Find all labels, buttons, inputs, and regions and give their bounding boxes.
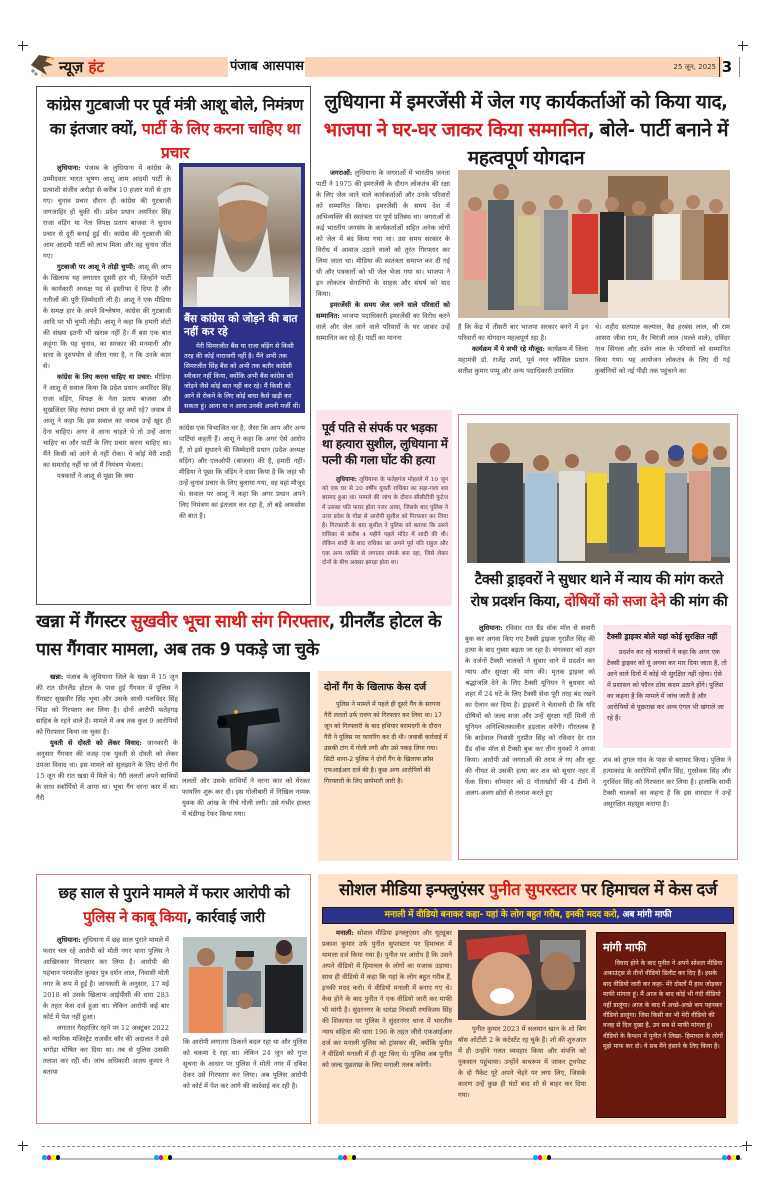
- arrest-photo: [183, 937, 307, 1033]
- sidebar-box: [318, 671, 452, 861]
- story-column: लुधियाना: पंजाब के लुधियाना में कांग्रेस के उम्मीदवार भारत भूषण आशू आम आदमी पार्टी के प्रत्याशी संजीव अरोड़ा से करीब 10 हजार मतों से हार गए। चुनाव प्रचार दौरान ही कांग्रेस की गुटबाजी जगजाहिर हो चुकी थी। प्रदेश प्रधान अमरिंदर सिंह राजा वड़िंग या नेता विपक्ष प्रताप बाजवा ने चुनाव प्रचार से दूरी बनाई हुई थी। कांग्रेस की गुटबाजी की आम आदमी पार्टी को लाभ मिला और वह चुनाव जीत गए। गुटबाजी पर आशू ने तोड़ी चुप्पी: आशू की आप के खिलाफ यह लगातार दूसरी हार थी, जिन्होंने पार्टी के कार्यकारी अध्यक्ष पद से इस्तीफा दे दिया है और नतीजों की पूरी जिम्मेदारी ली है। आशू ने एक मीडिया के समक्ष हार के अपने विश्लेषण, कांग्रेस की गुटबाजी आदि पर भी चुप्पी तोड़ी। आशू ने कहा कि हमारी वोटों की संख्या इतनी भी खराब नहीं है। मैं बस एक बात कहूंगा कि यह चुनाव, का सरकार की मनमानी और सत्ता के दुरुपयोग से जीता गया है, न कि उनके काम से। कांग्रेस के लिए करना चाहिए था प्रचार: मीडिया ने आशू से सवाल किया कि प्रदेश प्रधान अमरिंदर सिंह राजा वड़िंग, विपक्ष के नेता प्रताप बाजवा और सुखजिंदर सिंह रंधावा प्रचार से दूर क्यों रहे? जवाब में आशू ने कहा कि इस सवाल का जवाब उन्हें खुद ही देना चाहिए। अगर वे आना चाहते थे तो उन्हें आना चाहिए था और पार्टी के लिए प्रचार करना चाहिए था। मैंने किसी को आने से नहीं रोका। ये कोई मेरी शादी का समारोह नहीं था जो मैं निमंत्रण भेजता। पत्रकारों ने आशू से पूछा कि क्या: [43, 164, 172, 480]
- crop-mark-bottom-right: [742, 1141, 752, 1151]
- quote-box: [179, 163, 305, 413]
- crop-mark-top-right: [738, 41, 748, 51]
- crop-mark-bottom-left: [18, 1141, 28, 1151]
- gun-photo-image: [182, 672, 310, 772]
- protest-photo-image: [467, 423, 730, 563]
- story-column: थे। शहीद सतपाल कल्याल, वैद्य हरबंस लाल, श्री राम आसरा जीवा राम, वैर चिरंजी लाल (मल्ले वाले), दविंदर नाथ सिंगला और दर्शन लाल के परिवारों को सम्मानित किया गया। यह आयोजन लोकतंत्र के लिए दी गई कुर्बानियों को नई पीढ़ी तक पहुंचाने का: [595, 323, 730, 375]
- brand-logo-text: न्यूज़ हंट: [59, 58, 105, 76]
- cmyk-registration-mark: [42, 1155, 60, 1163]
- sidebar-title: टैक्सी ड्राइवर बोले यहां कोई सुरक्षित नहीं: [607, 632, 718, 641]
- story-column: ललतों और उसके साथियों ने वरना कार को घेरकर फायरिंग शुरू कर दी। इस गोलीबारी में निखिल नामक युवक की आंख के नीचे गोली लगी। उसे गंभीर हालत में चंडीगढ़ रेफर किया गया।: [182, 777, 310, 818]
- story-headline: टैक्सी ड्राइवरों ने सुधार थाने में न्याय की मांग करते रोष प्रदर्शन किया, दोषियों को सजा देने की मांग की: [470, 572, 728, 610]
- sidebar-title: दोनों गैंग के खिलाफ केस दर्ज: [324, 682, 427, 693]
- protest-photo: [467, 423, 730, 563]
- quote-box-title: बैंस कांग्रेस को जोड़ने की बात नहीं कर रहे: [184, 313, 298, 338]
- story-column: शव को तुगल गांव के पास से बरामद किया। पुलिस ने हत्याकांड के आरोपियों हर्षीत सिंह, गुरसेवक सिंह और गुरविंदर सिंह को गिरफ्तार कर लिया है। हालांकि साथी टैक्सी चालकों का कहना है कि इस वारदात ने उन्हें असुरक्षित महसूस कराया है।: [603, 756, 731, 808]
- story-headline: पूर्व पति से संपर्क पर भड़का था हत्यारा सुशील, लुधियाना में पत्नी की गला घोंट की हत्या: [322, 421, 448, 467]
- story-sushil-murder: [316, 410, 452, 606]
- story-headline: लुधियाना में इमरजेंसी में जेल गए कार्यकर्ताओं को किया याद, भाजपा ने घर-घर जाकर किया सम्मानित, बोले- पार्टी बनाने में महत्वपूर्ण योगदान: [323, 91, 729, 169]
- group-photo: [458, 170, 730, 318]
- masthead-rule: [739, 57, 740, 77]
- story-headline: खन्ना में गैंगस्टर सुखवीर भूचा साथी संग गिरफ्तार, ग्रीनलैंड होटल के पास गैंगवार मामला, अब तक 9 पकड़े जा चुके: [36, 612, 442, 660]
- quote-box-text: मेरी सिमरजीत बैंस या राजा वड़िंग से किसी तरह की कोई नाराजगी नहीं है। मैंने अभी तक सिमरजीत सिंह बैंस को अभी तक बतौर कांग्रेसी स्वीकार नहीं किया, क्योंकि अभी बैंस कांग्रेस को जोड़ने जैसे कोई बात नहीं कर रहे। मैं किसी को आने से रोकने के लिए कोई बाधा कैसे खड़ी कर सकता हूं। आना या न आना उनकी अपनी मर्जी थी।: [184, 342, 301, 410]
- story-absconding-accused: [36, 874, 311, 1124]
- portrait-image: [183, 167, 301, 307]
- arrest-photo-image: [183, 937, 307, 1033]
- gun-photo: [182, 672, 310, 772]
- sidebar-title: मांगी माफी: [603, 941, 647, 954]
- crop-mark-top-left: [18, 41, 28, 51]
- influencer-photo-image: [458, 930, 586, 1020]
- story-headline: कांग्रेस गुटबाजी पर पूर्व मंत्री आशू बोले, निमंत्रण का इंतजार क्यों, पार्टी के लिए करना चाहिए था प्रचार: [46, 96, 304, 162]
- footer-rule: [42, 1158, 742, 1160]
- page-number: 3: [719, 57, 734, 77]
- story-column: जगराओं: लुधियाना के जगराओं में भारतीय जनता पार्टी ने 1975 की इमरजेंसी के दौरान लोकतंत्र की रक्षा के लिए जेल जाने वाले कार्यकर्ताओं और उनके परिवारों को सम्मानित किया। इमरजेंसी के समय देश में अभिव्यक्ति की स्वतंत्रता पर पूर्ण प्रतिबंध था। जगराओं से कई भारतीय जनसंघ के कार्यकर्ताओं सहित अनेक लोगों को जेल में बंद किया गया था। उस समय सरकार के विरोध में आवाज उठाने वालों को तुरंत गिरफ्तार कर लिया जाता था। मीडिया की स्वतंत्रता समाप्त कर दी गई थी और पत्रकारों को भी जेल भेजा गया था। भाजपा ने इन लोकतंत्र सेनानियों के साहस और संघर्ष को याद किया। इमरजेंसी के समय जेल जाने वाले परिवारों को सम्मानित: भाजपा पदाधिकारी इमरजेंसी का विरोध करने वाले और जेल जाने वाले परिवारों के घर जाकर उन्हें सम्मानित कर रहे हैं। पार्टी का मानना: [316, 169, 450, 342]
- story-headline: छह साल से पुराने मामले में फरार आरोपी को पुलिस ने काबू किया, कार्रवाई जारी: [58, 884, 290, 926]
- story-column: मनाली: सोशल मीडिया इन्फ्लुएंसर और यूट्यूबर प्रकाश कुमार उर्फ पुनीत सुपरस्टार पर हिमाचल में मामला दर्ज किया गया है। पुनीत पर आरोप है कि उसने अपने वीडियो में हिमाचल के लोगों का मजाक उड़ाया। साथ ही वीडियो में कहा कि यहां के लोग बहुत गरीब हैं, इनकी मदद करो। ये वीडियो मनाली में बनाए गए थे। केस होने के बाद पुनीत ने एक वीडियो जारी कर माफी भी मांगी है। सुंदरनगर के धारंडा निवासी रणविजय सिंह की शिकायत पर पुलिस ने सुंदरनगर थाना में भारतीय न्याय संहिता की धारा 196 के तहत जीरो एफआईआर दर्ज कर मनाली पुलिस को ट्रांसफर की, क्योंकि पुनीत ने वीडियो मनाली में ही शूट किए थे। पुलिस अब पुनीत को जल्द पूछताछ के लिए मनाली तलब करेगी।: [322, 929, 452, 1069]
- story-puneet-superstar: [318, 874, 738, 1124]
- cmyk-registration-mark: [154, 1155, 172, 1163]
- story-column: लुधियाना: लुधियाना के फतेहगंज मोहल्ले में 10 जून को एक घर से 20 वर्षीय युवती राधिका का सड़ा-गला शव बरामद हुआ था। मामले की जांच के दौरान सीसीटीवी फुटेज में उसका पति फरार होता नजर आया, जिसके बाद पुलिस ने उत्तर प्रदेश के गोंडा से आरोपी सुशील को गिरफ्तार कर लिया है। गिरफ्तारी के बाद सुशील ने पुलिस को बताया कि उसने राधिका से करीब 4 महीने पहले मंदिर में शादी की थी। लेकिन शादी के बाद राधिका का अपने पूर्व पति राहुल और एक अन्य व्यक्ति से लगातार संपर्क बना रहा, जिसे लेकर दोनों के बीच अक्सर झगड़ा होता था।: [322, 477, 448, 566]
- sidebar-box: [603, 625, 731, 748]
- footer-dashed-rule: [42, 1146, 742, 1147]
- sidebar-text: विवाद होने के बाद पुनीत ने अपने सोशल मीडिया अकाउंट्स से तीनों वीडियो डिलीट कर दिए हैं। इसके बाद वीडियो जारी कर कहा- मेरे दोस्तों मैं हाथ जोड़कर माफी मांगता हूं। मैं आज के बाद कोई भी गंदी वीडियो नहीं डालूंगा। आज के बाद मैं अच्छे-अच्छे कप पहनकर वीडियो डालूंगा। जिस किसी का भी मेरी वीडियो की वजह से दिल दुखा है, उन सब से माफी मांगता हूं। वीडियो के कैप्शन में पुनीत ने लिखा- हिमाचल के लोगों मुझे माफ कर दो। ये सब मैंने हंसाने के लिए किया है।: [603, 960, 723, 1051]
- story-taxi-drivers-protest: [458, 414, 738, 860]
- story-column: लुधियाना: रविवार रात ग्रैंड वॉक मॉल से सवारी बुक कर अगवा किए गए टैक्सी ड्राइवर गुरप्रीत सिंह की हत्या के बाद गुस्सा बढ़ता जा रहा है। मंगलवार को शहर के दर्जनों टैक्सी चालकों ने सुधार थाने में प्रदर्शन कर न्याय और सुरक्षा की मांग की। मृतक ड्राइवर को श्रद्धांजलि देने के लिए टैक्सी यूनियन ने बुधवार को शहर में 24 घंटे के लिए टैक्सी सेवा पूरी तरह बंद रखने का ऐलान कर दिया है। ड्राइवरों ने चेतावनी दी कि यदि दोषियों को जल्द सजा और उन्हें सुरक्षा नहीं मिली तो यूनियन अनिश्चितकालीन हड़ताल करेगी। गौरतलब है कि बाडेवाल निवासी गुरप्रीत सिंह को रविवार देर रात ग्रैंड वॉक मॉल से टैक्सी बुक कर तीन युवकों ने अगवा किया। आरोपी उसे जगराओं की तरफ ले गए और लूट की नीयत से उसकी हत्या कर शव को सुधार नहर में फेंक दिया। सोमवार को 8 गोताखोरों की 4 टीमों ने अलग-अलग छोरों से तलाश करते हुए: [465, 624, 595, 797]
- subheading-banner: मनाली में वीडियो बनाकर कहा- यहां के लोग बहुत गरीब, इनकी मदद करो, अब मांगी माफी: [322, 907, 734, 924]
- section-title: पंजाब आसपास: [230, 59, 304, 74]
- eagle-logo-icon: [29, 51, 55, 77]
- portrait-photo: [183, 167, 301, 307]
- story-column: पुनीत कुमार 2023 में सलमान खान के शो बिग बॉस ओटीटी 2 के कंटेस्टेंट रह चुके हैं। शो की शुरुआत में ही उन्होंने गलत व्यवहार किया और संपत्ति को नुकसान पहुंचाया। उन्होंने बाथरूम में जाकर टूथपेस्ट के दो पैकेट पूरे अपने चेहरे पर लगा लिए, जिसके कारण उन्हें कुछ ही घंटों बाद शो से बाहर कर दिया गया।: [458, 1025, 586, 1099]
- story-column: है कि केंद्र में तीसरी बार भाजपा सरकार बनने में इन परिवारों का योगदान महत्वपूर्ण रहा है। कार्यक्रम में ये सभी रहे मौजूद: कार्यक्रम में जिला महामंत्री डॉ. राजेंद्र शर्मा, पूर्व नगर कौंसिल प्रधान सतीश कुमार पप्पू और अन्य पदाधिकारी उपस्थित: [458, 323, 588, 375]
- group-photo-image: [458, 170, 730, 318]
- masthead-band-right: [305, 57, 722, 77]
- masthead: [29, 57, 740, 77]
- influencer-photo: [458, 930, 586, 1020]
- sidebar-text: प्रदर्शन कर रहे चालकों ने कहा कि अगर एक टैक्सी ड्राइवर को यूं अगवा कर मार दिया जाता है, तो आने वाले दिनों में कोई भी सुरक्षित नहीं रहेगा। ऐसे में प्रशासन को फौरन ठोस कदम उठाने होंगे। पुलिस का कहना है कि मामले में जांच जारी है और आरोपियों से पूछताछ कर अन्य एंगल भी खंगाले जा रहे हैं।: [607, 648, 727, 722]
- story-headline: सोशल मीडिया इन्फ्लुएंसर पुनीत सुपरस्टार पर हिमाचल में केस दर्ज: [339, 880, 717, 899]
- issue-date: 25 जून, 2025: [673, 63, 716, 71]
- cmyk-registration-mark: [533, 1155, 551, 1163]
- story-column: खन्ना: पंजाब के लुधियाना जिले के खन्ना में 15 जून की रात ग्रीनलैंड होटल के पास हुई गैंगवार में पुलिस ने गैंगस्टर सुखवीर सिंह भूचा और उसके साथी पलविंदर सिंह भिंडा को गिरफ्तार कर लिया है। दोनों आरोपी फतेहगढ़ साहिब के रहने वाले हैं। मामले में अब तक कुल 9 आरोपियों को गिरफ्तार किया जा चुका है। युवती से दोस्ती को लेकर विवाद: जानकारी के अनुसार गैंगवार की वजह एक युवती से दोस्ती को लेकर उपजा विवाद था। इस मामले को सुलझाने के लिए दोनों गैंग 15 जून की रात खन्ना में मिले थे। गैरी ललतों अपने साथियों के साथ स्कॉर्पियो में आया था। भूचा गैंग वरना कार में था। गैरी: [36, 673, 178, 802]
- story-column: कि आरोपी लगातार ठिकाने बदल रहा था और पुलिस को चकमा दे रहा था। लेकिन 24 जून को गुप्त सूचना के आधार पर पुलिस ने मोती नगर में दबिश देकर उसे गिरफ्तार कर लिया। अब पुलिस आरोपी को कोर्ट में पेश कर आगे की कार्रवाई कर रही है।: [183, 1038, 307, 1090]
- story-column: लुधियाना: लुधियाना में छह साल पुराने मामले में फरार चल रहे आरोपी को मोती नगर थाना पुलिस ने आखिरकार गिरफ्तार कर लिया है। आरोपी की पहचान परमजीत कुमार पुत्र दर्शन लाल, निवासी मोती नगर के रूप में हुई है। जानकारी के अनुसार, 17 मई 2018 को उसके खिलाफ आईपीसी की धारा 283 के तहत केस दर्ज हुआ था। लेकिन आरोपी कई बार कोर्ट में पेश नहीं हुआ। लगातार गैरहाजिर रहने पर 12 अक्टूबर 2022 को न्यायिक मजिस्ट्रेट राजवीर कौर की अदालत ने उसे भगोड़ा घोषित कर दिया था। तब से पुलिस उसकी तलाश कर रही थी। जांच अधिकारी अजय कुमार ने बताया: [43, 936, 169, 1076]
- sidebar-text: पुलिस ने मामले में पहले ही दूसरे गैंग के सरगना गैरी ललतों उर्फ रावण को गिरफ्तार कर लिया था। 17 जून को गिरफ्तारी के बाद हथियार बरामदगी के दौरान गैरी ने पुलिस पर फायरिंग कर दी थी। जवाबी कार्रवाई में उसकी टांग में गोली लगी और उसे पकड़ लिया गया। सिटी थाना-2 पुलिस ने दोनों गैंग के खिलाफ क्रॉस एफआईआर दर्ज की है। कुछ अन्य आरोपियों की गिरफ्तारी के लिए छापेमारी जारी है।: [324, 701, 448, 785]
- story-congress-ashu: [36, 86, 311, 605]
- cmyk-registration-mark: [338, 1155, 356, 1163]
- story-column: कांग्रेस एक विभाजित घर है, जैसा कि आप और अन्य पार्टियां कहती हैं। आशू ने कहा कि अगर ऐसे आरोप हैं, तो इसे सुधारने की जिम्मेदारी प्रधान (प्रदेश अध्यक्ष वड़िंग) और एलओपी (बाजवा) की है, हमारी नहीं। मीडिया ने पूछा कि वड़िंग ने दावा किया है कि जहां भी उन्हें चुनाव प्रचार के लिए बुलाया गया, वह वहां मौजूद थे। सवाल पर आशू ने कहा कि अगर प्रधान अपने लिए निमंत्रण का इंतजार कर रहा है, तो बड़े अफसोस की बात है।: [179, 424, 305, 520]
- cmyk-registration-mark: [722, 1155, 740, 1163]
- sidebar-box: [596, 932, 726, 1118]
